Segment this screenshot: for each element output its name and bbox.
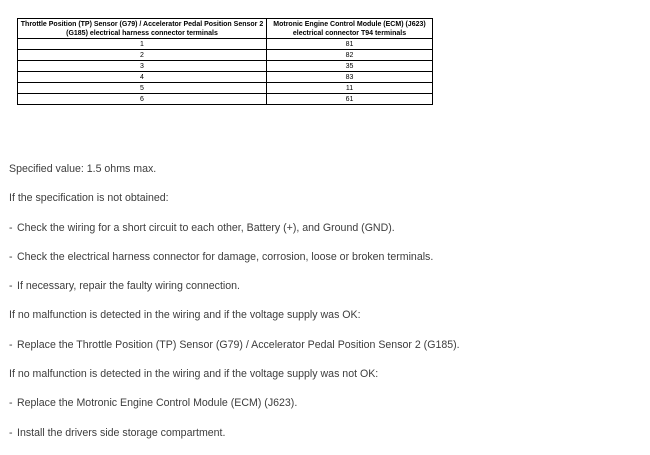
bullet-dash: -: [9, 221, 13, 234]
table-row: [18, 61, 433, 72]
condition-text: If no malfunction is detected in the wiring and if the voltage supply was not OK:: [9, 368, 379, 381]
sensor-terminal-cell: 5: [18, 83, 267, 94]
table-row: [18, 39, 433, 50]
table-row: [18, 72, 433, 83]
condition-text: If the specification is not obtained:: [9, 192, 169, 205]
bullet-dash: -: [9, 426, 13, 439]
instruction-item: - If necessary, repair the faulty wiring connection.: [9, 280, 240, 293]
sensor-terminal-cell: 4: [18, 72, 267, 83]
procedure-text: [9, 162, 639, 455]
ecm-terminal-cell: 83: [267, 72, 433, 83]
bullet-dash: -: [9, 338, 13, 351]
ecm-terminal-cell: 11: [267, 83, 433, 94]
bullet-dash: -: [9, 280, 13, 293]
column-header-sensor-terminals: Throttle Position (TP) Sensor (G79) / Accelerator Pedal Position Sensor 2 (G185) electrical harness connector terminals: [18, 19, 267, 39]
sensor-terminal-cell: 6: [18, 94, 267, 105]
bullet-dash: -: [9, 250, 13, 263]
table-row: [18, 50, 433, 61]
instruction-item: - Check the wiring for a short circuit to each other, Battery (+), and Ground (GND).: [9, 221, 395, 234]
ecm-terminal-cell: 35: [267, 61, 433, 72]
table-header-row: [18, 19, 433, 39]
sensor-terminal-cell: 1: [18, 39, 267, 50]
condition-text: If no malfunction is detected in the wiring and if the voltage supply was OK:: [9, 309, 361, 322]
terminal-table: [17, 18, 433, 105]
ecm-terminal-cell: 61: [267, 94, 433, 105]
ecm-terminal-cell: 81: [267, 39, 433, 50]
ecm-terminal-cell: 82: [267, 50, 433, 61]
table-row: [18, 94, 433, 105]
instruction-item: - Install the drivers side storage compartment.: [9, 426, 226, 439]
table-row: [18, 83, 433, 94]
instruction-item: - Replace the Motronic Engine Control Module (ECM) (J623).: [9, 397, 298, 410]
sensor-terminal-cell: 2: [18, 50, 267, 61]
column-header-ecm-terminals: Motronic Engine Control Module (ECM) (J623) electrical connector T94 terminals: [267, 19, 433, 39]
spec-value-text: Specified value: 1.5 ohms max.: [9, 163, 157, 175]
instruction-item: - Replace the Throttle Position (TP) Sensor (G79) / Accelerator Pedal Position Sensor 2 (G185).: [9, 338, 460, 351]
sensor-terminal-cell: 3: [18, 61, 267, 72]
instruction-item: - Check the electrical harness connector for damage, corrosion, loose or broken terminals.: [9, 250, 434, 263]
bullet-dash: -: [9, 397, 13, 410]
